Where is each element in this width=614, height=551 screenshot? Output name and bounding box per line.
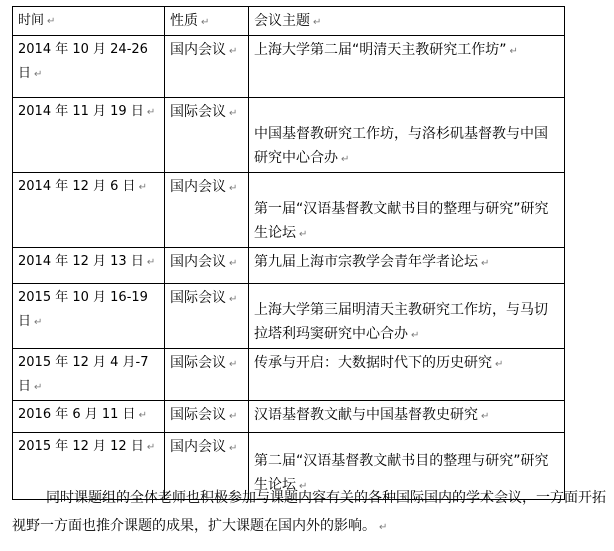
cell-end-mark: ↵ xyxy=(201,17,210,28)
date-cell: 2015 年 12 月 4 月-7 日 ↵ xyxy=(13,349,165,401)
type-cell: 国内会议 ↵ xyxy=(165,433,249,500)
table-row xyxy=(13,173,565,248)
topic-cell: 第九届上海市宗教学会青年学者论坛 ↵ xyxy=(249,248,565,284)
topic-cell: 中国基督教研究工作坊，与洛杉矶基督教与中国研究中心合办 ↵ xyxy=(249,98,565,173)
topic-cell: 汉语基督教文献与中国基督教史研究 ↵ xyxy=(249,401,565,433)
table-row xyxy=(13,98,565,173)
topic-cell: 第二届“汉语基督教文献书目的整理与研究”研究生论坛 ↵ xyxy=(249,433,565,500)
header-type: 性质 ↵ xyxy=(165,7,249,36)
header-topic: 会议主题 ↵ xyxy=(249,7,565,36)
type-cell: 国内会议 ↵ xyxy=(165,248,249,284)
table-row xyxy=(13,36,565,98)
header-date: 时间 ↵ xyxy=(13,7,165,36)
body-paragraph: 同时课题组的全体老师也积极参加与课题内容有关的各种国际国内的学术会议，一方面开拓视野一方面也推介课题的成果，扩大课题在国内外的影响。 ↵ xyxy=(12,490,606,534)
type-cell: 国内会议 ↵ xyxy=(165,173,249,248)
table-row xyxy=(13,349,565,401)
type-cell: 国际会议 ↵ xyxy=(165,284,249,349)
table-row xyxy=(13,401,565,433)
topic-cell: 上海大学第二届“明清天主教研究工作坊” ↵ xyxy=(249,36,565,98)
date-cell: 2014 年 12 月 13 日 ↵ xyxy=(13,248,165,284)
type-cell: 国际会议 ↵ xyxy=(165,98,249,173)
meetings-table xyxy=(12,6,565,500)
type-cell: 国内会议 ↵ xyxy=(165,36,249,98)
cell-end-mark: ↵ xyxy=(313,17,322,28)
type-cell: 国际会议 ↵ xyxy=(165,349,249,401)
cell-end-mark: ↵ xyxy=(47,16,56,27)
topic-cell: 第一届“汉语基督教文献书目的整理与研究”研究生论坛 ↵ xyxy=(249,173,565,248)
paragraph-end-mark: ↵ xyxy=(379,522,388,533)
topic-cell: 上海大学第三届明清天主教研究工作坊，与马切拉塔利玛窦研究中心合办 ↵ xyxy=(249,284,565,349)
date-cell: 2014 年 10 月 24-26 日 ↵ xyxy=(13,36,165,98)
date-cell: 2015 年 12 月 12 日 ↵ xyxy=(13,433,165,500)
table-header-row xyxy=(13,7,565,36)
date-cell: 2014 年 12 月 6 日 ↵ xyxy=(13,173,165,248)
date-cell: 2016 年 6 月 11 日 ↵ xyxy=(13,401,165,433)
type-cell: 国际会议 ↵ xyxy=(165,401,249,433)
table-row xyxy=(13,284,565,349)
table-row xyxy=(13,248,565,284)
date-cell: 2014 年 11 月 19 日 ↵ xyxy=(13,98,165,173)
topic-cell: 传承与开启：大数据时代下的历史研究 ↵ xyxy=(249,349,565,401)
date-cell: 2015 年 10 月 16-19 日 ↵ xyxy=(13,284,165,349)
